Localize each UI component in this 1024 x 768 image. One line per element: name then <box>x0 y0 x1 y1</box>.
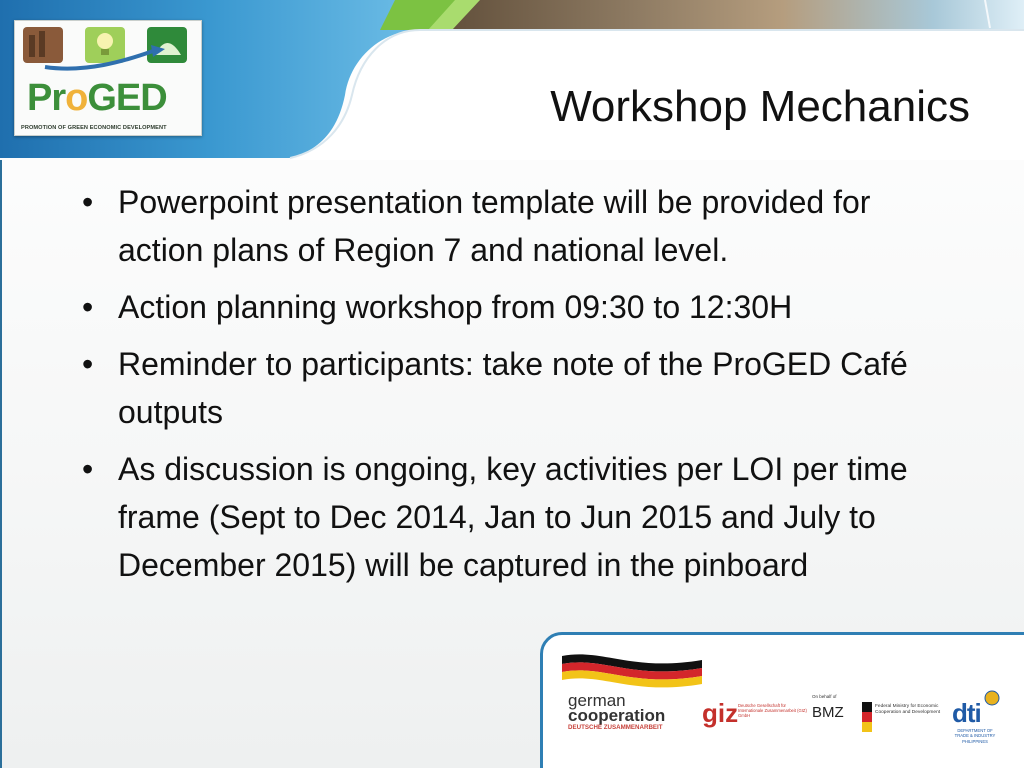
federal-eagle-icon <box>862 702 872 734</box>
deutsche-zusammenarbeit-text: DEUTSCHE ZUSAMMENARBEIT <box>568 724 663 731</box>
bullet-list <box>78 178 958 598</box>
slide-title: Workshop Mechanics <box>550 82 970 131</box>
german-text: german <box>568 691 626 710</box>
dti-globe-icon <box>984 690 1000 706</box>
bullet-dot: • <box>82 451 94 487</box>
bullet-text: Reminder to participants: take note of the ProGED Café outputs <box>118 346 908 430</box>
proged-logo <box>14 20 202 136</box>
federal-ministry-text: Federal Ministry for Economic Cooperation and Development <box>875 704 941 715</box>
proged-tagline: PROMOTION OF GREEN ECONOMIC DEVELOPMENT <box>21 125 167 131</box>
cooperation-text: cooperation <box>568 706 666 725</box>
bullet-item <box>78 178 958 274</box>
giz-logo: giz <box>702 698 739 728</box>
wordmark-pr: Pr <box>27 77 66 119</box>
bullet-item <box>78 445 958 589</box>
proged-emblem-icon <box>15 21 201 81</box>
dti-logo: dti <box>952 698 981 728</box>
bullet-dot: • <box>82 346 94 382</box>
bullet-text: As discussion is ongoing, key activities per LOI per time frame (Sept to Dec 2014, Jan to Jun 2015 and July to December 2015) will be captured in the pinboard <box>118 451 908 583</box>
bullet-dot: • <box>82 289 94 325</box>
bullet-item <box>78 283 958 331</box>
german-flag-wave-icon <box>562 650 712 694</box>
proged-wordmark <box>27 79 167 117</box>
german-cooperation-logo <box>568 693 665 723</box>
left-border-line <box>0 160 2 768</box>
bullet-text: Action planning workshop from 09:30 to 12:30H <box>118 289 793 325</box>
bullet-dot: • <box>82 184 94 220</box>
bmz-logo: BMZ <box>812 704 844 721</box>
bullet-item <box>78 340 958 436</box>
bullet-text: Powerpoint presentation template will be provided for action plans of Region 7 and national level. <box>118 184 871 268</box>
wordmark-o: o <box>65 77 88 119</box>
giz-subtitle: Deutsche Gesellschaft für Internationale Zusammenarbeit (GIZ) GmbH <box>738 703 807 718</box>
on-behalf-text: On behalf of <box>812 694 837 699</box>
wordmark-ged: GED <box>87 77 167 119</box>
dti-subtitle: DEPARTMENT OF TRADE & INDUSTRY PHILIPPINES <box>954 728 996 744</box>
